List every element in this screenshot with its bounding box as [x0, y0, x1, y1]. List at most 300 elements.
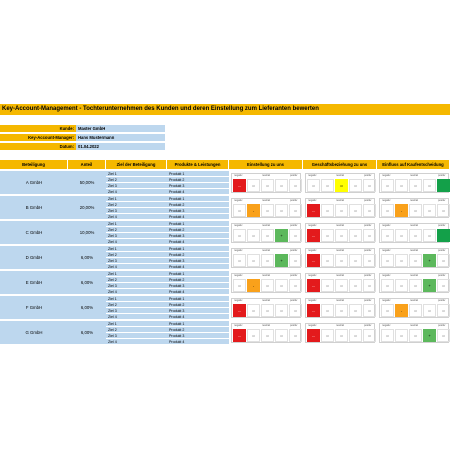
rating-option[interactable]: o — [349, 304, 362, 317]
rating-option[interactable]: o — [335, 204, 348, 217]
rating-option[interactable]: o — [247, 229, 260, 242]
rating-scale[interactable] — [231, 198, 301, 218]
scale-captions — [380, 249, 448, 253]
scale-caption-right: positiv — [364, 299, 372, 302]
rating-scale[interactable] — [379, 223, 449, 243]
scale-caption-right: positiv — [438, 249, 446, 252]
rating-option[interactable]: o — [349, 229, 362, 242]
rating-option[interactable]: o — [321, 279, 334, 292]
rating-scale[interactable] — [231, 323, 301, 343]
sheet-title: Key-Account-Management - Tochterunternehmen des Kunden und deren Einstellung zum Lieferanten bewerten — [0, 104, 450, 115]
scale-caption-left: negativ — [234, 324, 243, 327]
scale-caption-left: negativ — [234, 224, 243, 227]
ziel-cell[interactable]: Ziel 4 — [106, 339, 167, 345]
ziel-cell[interactable]: Ziel 3 — [106, 283, 167, 289]
produkt-cell[interactable]: Produkt 2 — [167, 202, 229, 208]
company-name[interactable]: C GmbH — [0, 221, 68, 245]
rating-option[interactable]: o — [409, 229, 422, 242]
scale-caption-right: positiv — [438, 199, 446, 202]
scale-caption-mid: neutral — [336, 299, 344, 302]
produkt-cell[interactable]: Produkt 4 — [167, 264, 229, 270]
scale-caption-right: positiv — [438, 224, 446, 227]
scale-caption-left: negativ — [308, 324, 317, 327]
info-row-kunde — [0, 125, 165, 133]
ziel-cell[interactable]: Ziel 1 — [106, 246, 167, 252]
ziel-cell[interactable]: Ziel 4 — [106, 189, 167, 195]
scale-caption-right: positiv — [290, 249, 298, 252]
rating-option[interactable]: o — [321, 204, 334, 217]
scale-caption-right: positiv — [290, 199, 298, 202]
rating-option[interactable]: o — [261, 304, 274, 317]
scale-caption-mid: neutral — [336, 274, 344, 277]
scale-captions — [232, 199, 300, 203]
scale-captions — [380, 299, 448, 303]
scale-caption-right: positiv — [290, 174, 298, 177]
ziel-cell[interactable]: Ziel 2 — [106, 327, 167, 333]
company-row — [0, 246, 450, 271]
produkt-cell[interactable]: Produkt 3 — [167, 183, 229, 189]
scale-caption-right: positiv — [364, 224, 372, 227]
rating-selected[interactable]: -- — [307, 329, 320, 342]
scale-caption-left: negativ — [234, 299, 243, 302]
rating-option[interactable]: o — [335, 279, 348, 292]
rating-option[interactable]: o — [321, 229, 334, 242]
scale-caption-mid: neutral — [262, 324, 270, 327]
company-anteil[interactable]: 6,00% — [68, 321, 106, 345]
rating-selected[interactable] — [437, 179, 450, 192]
ziel-cell[interactable]: Ziel 3 — [106, 208, 167, 214]
rating-option[interactable]: o — [261, 279, 274, 292]
rating-option[interactable]: o — [363, 279, 376, 292]
rating-option[interactable]: o — [289, 254, 302, 267]
rating-option[interactable]: o — [307, 179, 320, 192]
rating-option[interactable]: o — [247, 329, 260, 342]
scale-caption-left: negativ — [382, 299, 391, 302]
header-einstellung: Einstellung zu uns — [229, 160, 303, 169]
rating-option[interactable]: o — [275, 179, 288, 192]
scale-caption-right: positiv — [364, 249, 372, 252]
produkt-cell[interactable]: Produkt 3 — [167, 308, 229, 314]
scale-caption-left: negativ — [234, 274, 243, 277]
ziel-cell[interactable]: Ziel 4 — [106, 314, 167, 320]
scale-caption-left: negativ — [382, 224, 391, 227]
company-anteil[interactable]: 10,00% — [68, 221, 106, 245]
rating-option[interactable]: o — [395, 254, 408, 267]
rating-option[interactable]: o — [381, 179, 394, 192]
rating-option[interactable]: o — [289, 204, 302, 217]
rating-option[interactable]: o — [261, 179, 274, 192]
produkt-cell[interactable]: Produkt 3 — [167, 333, 229, 339]
ziel-cell[interactable]: Ziel 1 — [106, 171, 167, 177]
rating-scale[interactable] — [231, 173, 301, 193]
scale-caption-left: negativ — [308, 274, 317, 277]
rating-option[interactable]: o — [395, 179, 408, 192]
rating-scale[interactable] — [305, 298, 375, 318]
company-name[interactable]: F GmbH — [0, 296, 68, 320]
ziel-cell[interactable]: Ziel 2 — [106, 252, 167, 258]
rating-selected[interactable]: + — [275, 229, 288, 242]
rating-option[interactable]: o — [363, 254, 376, 267]
scale-caption-left: negativ — [234, 174, 243, 177]
scale-caption-left: negativ — [308, 199, 317, 202]
produkt-cell[interactable]: Produkt 4 — [167, 239, 229, 245]
rating-option[interactable]: o — [233, 204, 246, 217]
rating-option[interactable]: o — [261, 229, 274, 242]
rating-scale[interactable] — [231, 223, 301, 243]
ziel-cell[interactable]: Ziel 4 — [106, 239, 167, 245]
company-row — [0, 196, 450, 221]
scale-caption-right: positiv — [290, 324, 298, 327]
ziel-cell[interactable]: Ziel 4 — [106, 289, 167, 295]
rating-option[interactable]: o — [349, 279, 362, 292]
rating-option[interactable]: o — [349, 254, 362, 267]
ziel-cell[interactable]: Ziel 1 — [106, 271, 167, 277]
rating-option[interactable]: o — [363, 204, 376, 217]
rating-option[interactable]: o — [363, 229, 376, 242]
ziel-cell[interactable]: Ziel 3 — [106, 183, 167, 189]
company-name[interactable]: G GmbH — [0, 321, 68, 345]
rating-option[interactable]: o — [363, 329, 376, 342]
scale-caption-right: positiv — [438, 274, 446, 277]
rating-option[interactable]: o — [261, 254, 274, 267]
scale-caption-left: negativ — [234, 199, 243, 202]
rating-option[interactable]: o — [409, 179, 422, 192]
info-value[interactable]: 01.04.2022 — [76, 143, 165, 151]
rating-option[interactable]: o — [321, 254, 334, 267]
rating-option[interactable]: o — [247, 254, 260, 267]
company-name[interactable]: D GmbH — [0, 246, 68, 270]
rating-selected[interactable]: + — [423, 254, 436, 267]
rating-selected[interactable]: -- — [307, 229, 320, 242]
scale-caption-left: negativ — [308, 174, 317, 177]
info-label: Kunde: — [0, 125, 76, 133]
header-anteil: Anteil — [68, 160, 106, 169]
rating-option[interactable]: o — [289, 329, 302, 342]
rating-scale[interactable] — [231, 273, 301, 293]
ziel-cell[interactable]: Ziel 3 — [106, 258, 167, 264]
rating-option[interactable]: o — [423, 204, 436, 217]
scale-caption-mid: neutral — [410, 324, 418, 327]
scale-caption-mid: neutral — [410, 199, 418, 202]
rating-option[interactable]: o — [349, 179, 362, 192]
rating-selected[interactable]: - — [395, 204, 408, 217]
scale-captions — [380, 324, 448, 328]
rating-option[interactable]: o — [321, 304, 334, 317]
scale-caption-left: negativ — [234, 249, 243, 252]
scale-captions — [232, 324, 300, 328]
rating-option[interactable]: o — [289, 229, 302, 242]
company-name[interactable]: A GmbH — [0, 171, 68, 195]
rating-option[interactable]: o — [289, 279, 302, 292]
rating-option[interactable]: o — [381, 229, 394, 242]
scale-caption-right: positiv — [290, 224, 298, 227]
scale-captions — [306, 299, 374, 303]
ziel-cell[interactable]: Ziel 1 — [106, 221, 167, 227]
rating-selected[interactable]: -- — [233, 179, 246, 192]
rating-option[interactable]: o — [409, 329, 422, 342]
produkt-cell[interactable]: Produkt 1 — [167, 321, 229, 327]
rating-scale[interactable] — [305, 248, 375, 268]
ziel-cell[interactable]: Ziel 4 — [106, 214, 167, 220]
rating-option[interactable]: o — [437, 304, 450, 317]
scale-caption-right: positiv — [290, 299, 298, 302]
scale-caption-mid: neutral — [410, 174, 418, 177]
rating-option[interactable]: o — [381, 279, 394, 292]
produkt-cell[interactable]: Produkt 2 — [167, 177, 229, 183]
rating-option[interactable]: o — [275, 329, 288, 342]
rating-scale[interactable] — [305, 173, 375, 193]
produkt-cell[interactable]: Produkt 2 — [167, 252, 229, 258]
scale-caption-right: positiv — [438, 324, 446, 327]
scale-caption-mid: neutral — [262, 224, 270, 227]
scale-caption-mid: neutral — [410, 224, 418, 227]
rating-option[interactable]: o — [409, 204, 422, 217]
ziel-cell[interactable]: Ziel 2 — [106, 302, 167, 308]
rating-option[interactable]: o — [335, 254, 348, 267]
rating-scale[interactable] — [379, 248, 449, 268]
header-ziel: Ziel der Beteiligung — [106, 160, 167, 169]
rating-option[interactable]: o — [423, 179, 436, 192]
info-value[interactable]: Hans Mustermann — [76, 134, 165, 142]
scale-captions — [232, 249, 300, 253]
rating-option[interactable]: o — [381, 329, 394, 342]
produkt-cell[interactable]: Produkt 4 — [167, 339, 229, 345]
ziel-cell[interactable]: Ziel 2 — [106, 177, 167, 183]
rating-selected[interactable]: + — [275, 254, 288, 267]
rating-selected[interactable]: - — [247, 279, 260, 292]
rating-option[interactable]: o — [233, 279, 246, 292]
scale-captions — [380, 174, 448, 178]
company-anteil[interactable]: 20,00% — [68, 196, 106, 220]
rating-scale[interactable] — [379, 323, 449, 343]
rating-selected[interactable]: -- — [307, 254, 320, 267]
produkt-cell[interactable]: Produkt 3 — [167, 233, 229, 239]
rating-option[interactable]: o — [289, 179, 302, 192]
rating-option[interactable]: o — [381, 254, 394, 267]
company-anteil[interactable]: 6,00% — [68, 246, 106, 270]
produkt-cell[interactable]: Produkt 2 — [167, 227, 229, 233]
rating-option[interactable]: o — [321, 179, 334, 192]
ziel-cell[interactable]: Ziel 2 — [106, 277, 167, 283]
rating-selected[interactable]: - — [247, 204, 260, 217]
ziel-cell[interactable]: Ziel 4 — [106, 264, 167, 270]
ziel-cell[interactable]: Ziel 3 — [106, 233, 167, 239]
produkt-cell[interactable]: Produkt 1 — [167, 171, 229, 177]
rating-option[interactable]: o — [335, 304, 348, 317]
scale-caption-mid: neutral — [336, 199, 344, 202]
scale-caption-right: positiv — [364, 199, 372, 202]
rating-option[interactable]: o — [409, 279, 422, 292]
produkt-cell[interactable]: Produkt 2 — [167, 277, 229, 283]
company-name[interactable]: E GmbH — [0, 271, 68, 295]
rating-option[interactable]: o — [247, 179, 260, 192]
rating-option[interactable]: o — [437, 204, 450, 217]
rating-selected[interactable]: -- — [233, 329, 246, 342]
produkt-cell[interactable]: Produkt 4 — [167, 189, 229, 195]
scale-caption-right: positiv — [364, 274, 372, 277]
rating-option[interactable]: o — [395, 329, 408, 342]
rating-scale[interactable] — [305, 273, 375, 293]
rating-option[interactable]: o — [409, 254, 422, 267]
company-row — [0, 296, 450, 321]
scale-captions — [306, 174, 374, 178]
rating-selected[interactable]: + — [423, 279, 436, 292]
rating-option[interactable]: o — [423, 304, 436, 317]
scale-caption-right: positiv — [364, 324, 372, 327]
scale-caption-mid: neutral — [336, 249, 344, 252]
info-label: Key-Account-Manager: — [0, 134, 76, 142]
rating-scale[interactable] — [379, 298, 449, 318]
company-anteil[interactable]: 50,00% — [68, 171, 106, 195]
scale-caption-right: positiv — [438, 299, 446, 302]
produkt-cell[interactable]: Produkt 2 — [167, 327, 229, 333]
scale-caption-left: negativ — [308, 224, 317, 227]
scale-caption-left: negativ — [308, 299, 317, 302]
scale-captions — [380, 199, 448, 203]
produkt-cell[interactable]: Produkt 1 — [167, 296, 229, 302]
ziel-cell[interactable]: Ziel 2 — [106, 202, 167, 208]
rating-option[interactable]: o — [275, 204, 288, 217]
info-row-datum — [0, 143, 165, 151]
ziel-cell[interactable]: Ziel 1 — [106, 321, 167, 327]
rating-selected[interactable]: -- — [233, 304, 246, 317]
rating-option[interactable]: o — [423, 229, 436, 242]
company-anteil[interactable]: 6,00% — [68, 296, 106, 320]
company-row — [0, 271, 450, 296]
rating-scale[interactable] — [379, 198, 449, 218]
rating-option[interactable]: o — [261, 204, 274, 217]
rating-option[interactable]: o — [437, 254, 450, 267]
rating-option[interactable]: o — [409, 304, 422, 317]
rating-selected[interactable]: + — [423, 329, 436, 342]
company-name[interactable]: B GmbH — [0, 196, 68, 220]
scale-captions — [306, 199, 374, 203]
scale-caption-mid: neutral — [336, 174, 344, 177]
scale-captions — [306, 324, 374, 328]
produkt-cell[interactable]: Produkt 3 — [167, 258, 229, 264]
rating-option[interactable]: o — [363, 304, 376, 317]
scale-caption-mid: neutral — [410, 274, 418, 277]
rating-option[interactable]: o — [247, 304, 260, 317]
ziel-cell[interactable]: Ziel 3 — [106, 308, 167, 314]
produkt-cell[interactable]: Produkt 4 — [167, 289, 229, 295]
rating-option[interactable]: o — [289, 304, 302, 317]
ziel-cell[interactable]: Ziel 1 — [106, 296, 167, 302]
company-row — [0, 171, 450, 196]
scale-caption-mid: neutral — [262, 274, 270, 277]
rating-selected[interactable]: -- — [307, 279, 320, 292]
rating-scale[interactable] — [379, 273, 449, 293]
header-geschaeft: Geschäftsbeziehung zu uns — [303, 160, 377, 169]
rating-option[interactable]: o — [321, 329, 334, 342]
rating-option[interactable]: o — [335, 329, 348, 342]
scale-captions — [232, 224, 300, 228]
rating-option[interactable]: o — [437, 329, 450, 342]
scale-caption-left: negativ — [382, 174, 391, 177]
company-row — [0, 221, 450, 246]
rating-selected[interactable]: - — [395, 304, 408, 317]
scale-caption-mid: neutral — [336, 224, 344, 227]
rating-scale[interactable] — [379, 173, 449, 193]
scale-captions — [232, 174, 300, 178]
scale-captions — [232, 274, 300, 278]
rating-option[interactable]: o — [349, 329, 362, 342]
produkt-cell[interactable]: Produkt 1 — [167, 271, 229, 277]
rating-selected[interactable]: o — [335, 179, 348, 192]
produkt-cell[interactable]: Produkt 1 — [167, 246, 229, 252]
info-row-manager — [0, 134, 165, 142]
ziel-cell[interactable]: Ziel 1 — [106, 196, 167, 202]
rating-option[interactable]: o — [233, 254, 246, 267]
rating-scale[interactable] — [231, 248, 301, 268]
company-anteil[interactable]: 6,00% — [68, 271, 106, 295]
ziel-cell[interactable]: Ziel 3 — [106, 333, 167, 339]
rating-option[interactable]: o — [275, 279, 288, 292]
scale-caption-mid: neutral — [262, 249, 270, 252]
rating-option[interactable]: o — [275, 304, 288, 317]
scale-caption-left: negativ — [382, 249, 391, 252]
scale-caption-right: positiv — [290, 274, 298, 277]
rating-scale[interactable] — [305, 198, 375, 218]
info-value[interactable]: Master GmbH — [76, 125, 165, 133]
scale-caption-left: negativ — [382, 199, 391, 202]
scale-caption-left: negativ — [382, 274, 391, 277]
scale-caption-left: negativ — [308, 249, 317, 252]
header-einfluss: Einfluss auf Kaufentscheidung — [377, 160, 450, 169]
rating-scale[interactable] — [305, 323, 375, 343]
scale-caption-right: positiv — [364, 174, 372, 177]
header-produkte: Produkte & Leistungen — [167, 160, 229, 169]
rating-scale[interactable] — [231, 298, 301, 318]
scale-caption-left: negativ — [382, 324, 391, 327]
scale-caption-mid: neutral — [410, 249, 418, 252]
rating-selected[interactable]: -- — [307, 204, 320, 217]
rating-option[interactable]: o — [395, 279, 408, 292]
rating-selected[interactable]: -- — [307, 304, 320, 317]
scale-caption-mid: neutral — [262, 299, 270, 302]
produkt-cell[interactable]: Produkt 2 — [167, 302, 229, 308]
scale-caption-mid: neutral — [410, 299, 418, 302]
rating-option[interactable]: o — [437, 279, 450, 292]
rating-option[interactable]: o — [233, 229, 246, 242]
produkt-cell[interactable]: Produkt 1 — [167, 196, 229, 202]
rating-scale[interactable] — [305, 223, 375, 243]
rating-option[interactable]: o — [261, 329, 274, 342]
scale-captions — [306, 249, 374, 253]
ziel-cell[interactable]: Ziel 2 — [106, 227, 167, 233]
scale-captions — [380, 224, 448, 228]
company-row — [0, 321, 450, 346]
header-beteiligung: Beteiligung — [0, 160, 68, 169]
rating-option[interactable]: o — [381, 204, 394, 217]
produkt-cell[interactable]: Produkt 3 — [167, 283, 229, 289]
rating-option[interactable]: o — [335, 229, 348, 242]
produkt-cell[interactable]: Produkt 4 — [167, 214, 229, 220]
scale-caption-mid: neutral — [336, 324, 344, 327]
scale-captions — [380, 274, 448, 278]
info-label: Datum: — [0, 143, 76, 151]
rating-option[interactable]: o — [349, 204, 362, 217]
rating-option[interactable]: o — [381, 304, 394, 317]
produkt-cell[interactable]: Produkt 3 — [167, 208, 229, 214]
scale-caption-right: positiv — [438, 174, 446, 177]
rating-option[interactable]: o — [395, 229, 408, 242]
produkt-cell[interactable]: Produkt 4 — [167, 314, 229, 320]
scale-captions — [306, 274, 374, 278]
rating-selected[interactable] — [437, 229, 450, 242]
rating-option[interactable]: o — [363, 179, 376, 192]
produkt-cell[interactable]: Produkt 1 — [167, 221, 229, 227]
